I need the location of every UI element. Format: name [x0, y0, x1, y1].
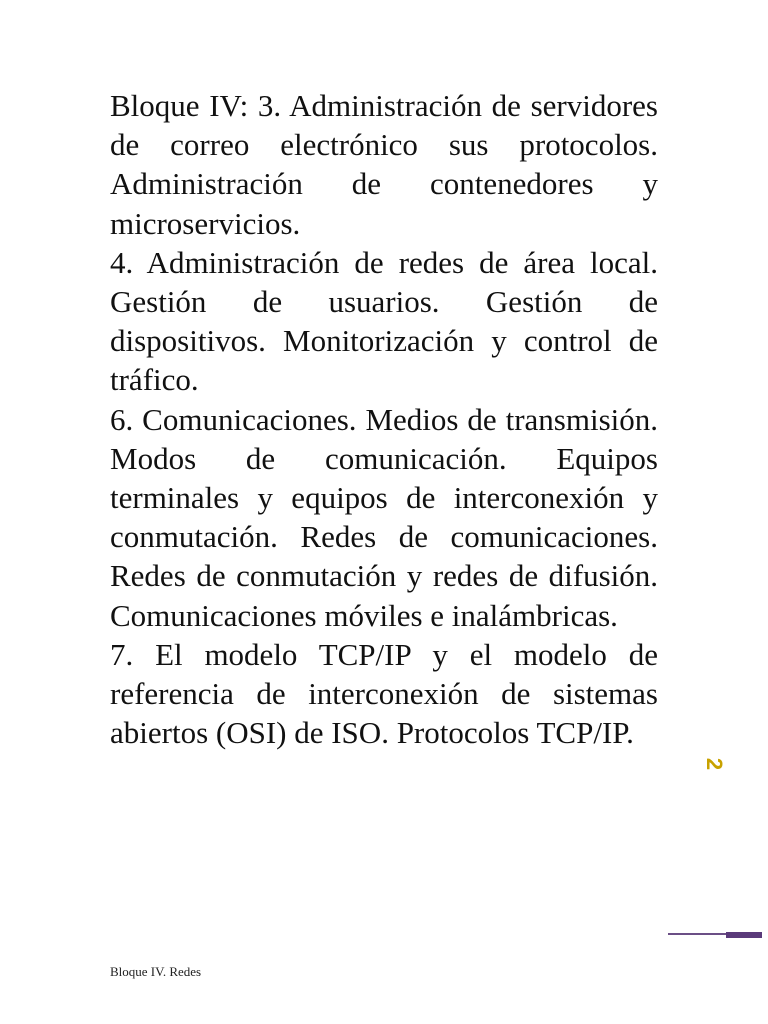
- page-number: 2: [702, 757, 727, 771]
- paragraph-7: 7. El modelo TCP/IP y el modelo de referencia de interconexión de sistemas abiertos (OSI) de ISO. Protocolos TCP/IP.: [110, 636, 658, 751]
- body-text: [110, 86, 658, 752]
- footer-text: Bloque IV. Redes: [110, 964, 202, 979]
- footer-rule-thin: [668, 933, 728, 935]
- paragraph-4: 4. Administración de redes de área local. Gestión de usuarios. Gestión de dispositivos. Monitorización y control de tráfico.: [110, 244, 658, 398]
- paragraph-6: 6. Comunicaciones. Medios de transmisión. Modos de comunicación. Equipos terminales y equipos de interconexión y conmutación. Redes de comunicaciones. Redes de conmutación y redes de difusión. Comunicaciones móviles e inalámbricas.: [110, 401, 658, 633]
- footer-rule-thick: [726, 932, 762, 938]
- paragraph-bloque-iv-3: Bloque IV: 3. Administración de servidores de correo electrónico sus protocolos. Administración de contenedores y microservicios.: [110, 88, 658, 241]
